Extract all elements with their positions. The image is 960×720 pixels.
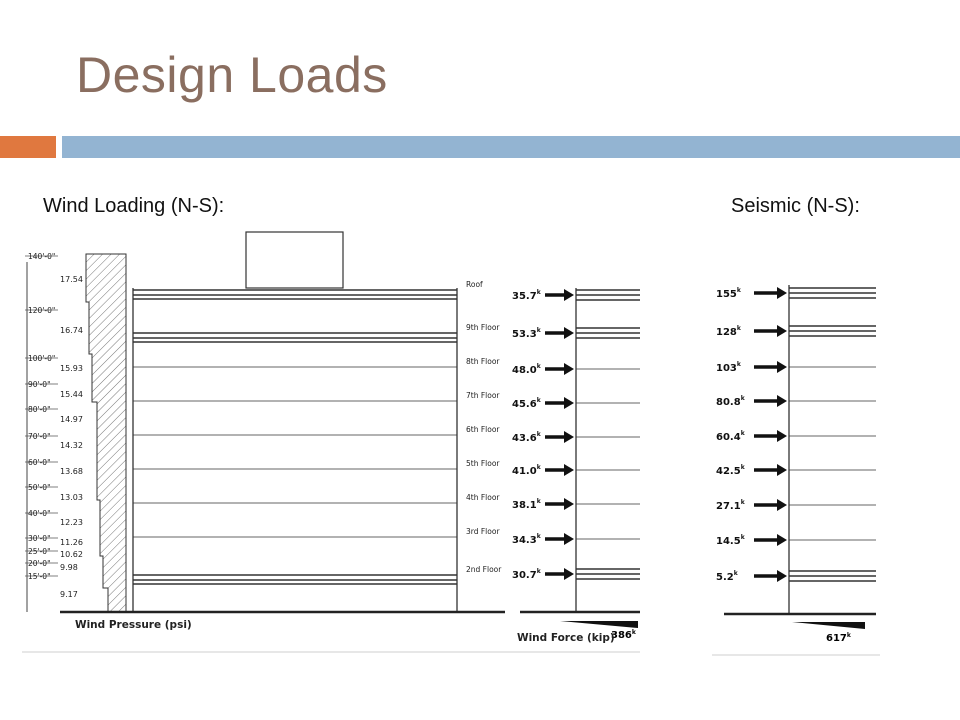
elevation-label: 100'-0" — [28, 354, 56, 363]
floor-label: 4th Floor — [466, 493, 500, 502]
pressure-value: 14.97 — [60, 415, 83, 424]
elevation-label: 90'-0" — [28, 380, 51, 389]
wind-force-value: 30.7$^k$ — [512, 568, 541, 581]
pressure-value: 9.17 — [60, 590, 78, 599]
elevation-label: 50'-0" — [28, 483, 51, 492]
seismic-force-value: 80.8$^k$ — [716, 395, 745, 408]
wind-force-value: 35.7$^k$ — [512, 289, 541, 302]
wind-force-caption: Wind Force (kip) — [517, 632, 615, 644]
floor-label: 9th Floor — [466, 323, 500, 332]
elevation-label: 25'-0" — [28, 547, 51, 556]
wind-force-value: 38.1$^k$ — [512, 498, 541, 511]
wind-loading-label: Wind Loading (N-S): — [43, 195, 225, 217]
wind-force-value: 43.6$^k$ — [512, 431, 541, 444]
seismic-force-value: 14.5$^k$ — [716, 534, 745, 547]
pressure-value: 9.98 — [60, 563, 78, 572]
seismic-label: Seismic (N-S): — [731, 195, 860, 217]
slide-title: Design Loads — [76, 47, 388, 103]
seismic-diagram — [712, 255, 880, 655]
pressure-value: 10.62 — [60, 550, 83, 559]
pressure-value: 15.93 — [60, 364, 83, 373]
elevation-label: 70'-0" — [28, 432, 51, 441]
seismic-force-value: 103$^k$ — [716, 361, 741, 374]
floor-label: 8th Floor — [466, 357, 500, 366]
wind-force-value: 48.0$^k$ — [512, 363, 541, 376]
pressure-value: 13.03 — [60, 493, 83, 502]
penthouse — [246, 232, 343, 288]
floor-label: 3rd Floor — [466, 527, 500, 536]
floor-labels — [466, 280, 502, 574]
pressure-value: 14.32 — [60, 441, 83, 450]
floor-label: Roof — [466, 280, 483, 289]
wind-diagram — [22, 232, 642, 653]
elevation-label: 30'-0" — [28, 534, 51, 543]
elevation-label: 140'-0" — [28, 252, 56, 261]
seismic-force-value: 60.4$^k$ — [716, 430, 745, 443]
elevation-label: 15'-0" — [28, 572, 51, 581]
elevation-label: 80'-0" — [28, 405, 51, 414]
floor-label: 6th Floor — [466, 425, 500, 434]
seismic-base-shear: 617$^k$ — [826, 632, 851, 644]
wind-force-value: 34.3$^k$ — [512, 533, 541, 546]
floor-label: 2nd Floor — [466, 565, 502, 574]
floor-label: 5th Floor — [466, 459, 500, 468]
wind-pressure-caption: Wind Pressure (psi) — [75, 619, 192, 631]
pressure-value: 11.26 — [60, 538, 83, 547]
pressure-value: 16.74 — [60, 326, 83, 335]
floor-label: 7th Floor — [466, 391, 500, 400]
wind-force-value: 53.3$^k$ — [512, 327, 541, 340]
wind-force-value: 41.0$^k$ — [512, 464, 541, 477]
seismic-force-value: 42.5$^k$ — [716, 464, 745, 477]
seismic-force-value: 155$^k$ — [716, 287, 741, 300]
seismic-force-value: 128$^k$ — [716, 325, 741, 338]
wind-base-shear: 386$^k$ — [611, 629, 636, 641]
wind-force-value: 45.6$^k$ — [512, 397, 541, 410]
seismic-force-value: 5.2$^k$ — [716, 570, 738, 583]
pressure-value: 12.23 — [60, 518, 83, 527]
elevation-label: 120'-0" — [28, 306, 56, 315]
wind-story-forces — [512, 289, 542, 581]
pressure-value: 17.54 — [60, 275, 83, 284]
elevation-label: 60'-0" — [28, 458, 51, 467]
pressure-value: 13.68 — [60, 467, 83, 476]
elevation-label: 40'-0" — [28, 509, 51, 518]
seismic-force-value: 27.1$^k$ — [716, 499, 745, 512]
pressure-value: 15.44 — [60, 390, 83, 399]
elevation-label: 20'-0" — [28, 559, 51, 568]
